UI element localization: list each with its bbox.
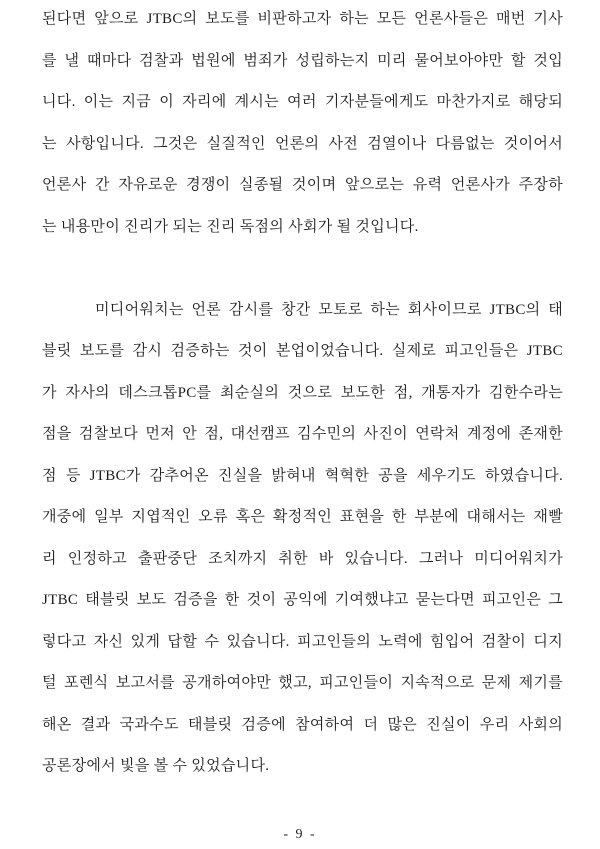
text-line: 는 내용만이 진리가 되는 진리 독점의 사회가 될 것입니다. bbox=[42, 218, 419, 235]
document-text-block bbox=[42, 0, 563, 788]
text-line: 점을 검찰보다 먼저 안 점, 대선캠프 김수민의 사진이 연락처 계정에 존재한 bbox=[42, 426, 563, 442]
text-line: 개중에 일부 지엽적인 오류 혹은 확정적인 표현을 한 부분에 대해서는 재빨 bbox=[42, 509, 563, 525]
text-line: 점 등 JTBC가 감추어온 진실을 밝혀내 혁혁한 공을 세우기도 하였습니다. bbox=[42, 467, 563, 484]
paragraph-1 bbox=[42, 0, 563, 248]
text-line: JTBC 태블릿 보도 검증을 한 것이 공익에 기여했냐고 묻는다면 피고인은 그 bbox=[42, 592, 563, 608]
text-line: 언론사 간 자유로운 경쟁이 실종될 것이며 앞으로는 유력 언론사가 주장하 bbox=[42, 177, 563, 193]
text-line: 는 사항입니다. 그것은 실질적인 언론의 사전 검열이나 다름없는 것이어서 bbox=[42, 135, 563, 152]
text-line: 된다면 앞으로 JTBC의 보도를 비판하고자 하는 모든 언론사들은 매번 기사 bbox=[42, 11, 563, 27]
text-line: 미디어워치는 언론 감시를 창간 모토로 하는 회사이므로 JTBC의 태 bbox=[95, 301, 563, 318]
text-line: 리 인정하고 출판중단 조치까지 취한 바 있습니다. 그러나 미디어워치가 bbox=[42, 550, 563, 567]
text-line: 렇다고 자신 있게 답할 수 있습니다. 피고인들의 노력에 힘입어 검찰이 디지 bbox=[42, 633, 563, 650]
text-line: 가 자사의 데스크톱PC를 최순실의 것으로 보도한 점, 개통자가 김한수라는 bbox=[42, 384, 563, 401]
text-line: 블릿 보도를 감시 검증하는 것이 본업이었습니다. 실제로 피고인들은 JTBC bbox=[42, 343, 563, 359]
text-line: 털 포렌식 보고서를 공개하여야만 했고, 피고인들이 지속적으로 문제 제기를 bbox=[42, 675, 563, 691]
page-number: - 9 - bbox=[283, 827, 317, 842]
text-line: 니다. 이는 지금 이 자리에 계시는 여러 기자분들에게도 마찬가지로 해당되 bbox=[42, 94, 563, 110]
paragraph-2 bbox=[42, 290, 563, 788]
text-line: 공론장에서 빛을 볼 수 있었습니다. bbox=[42, 758, 270, 774]
text-line: 해온 결과 국과수도 태블릿 검증에 참여하여 더 많은 진실이 우리 사회의 bbox=[42, 716, 563, 733]
text-line: 를 낼 때마다 검찰과 법원에 범죄가 성립하는지 미리 물어보아야만 할 것입 bbox=[42, 52, 563, 69]
